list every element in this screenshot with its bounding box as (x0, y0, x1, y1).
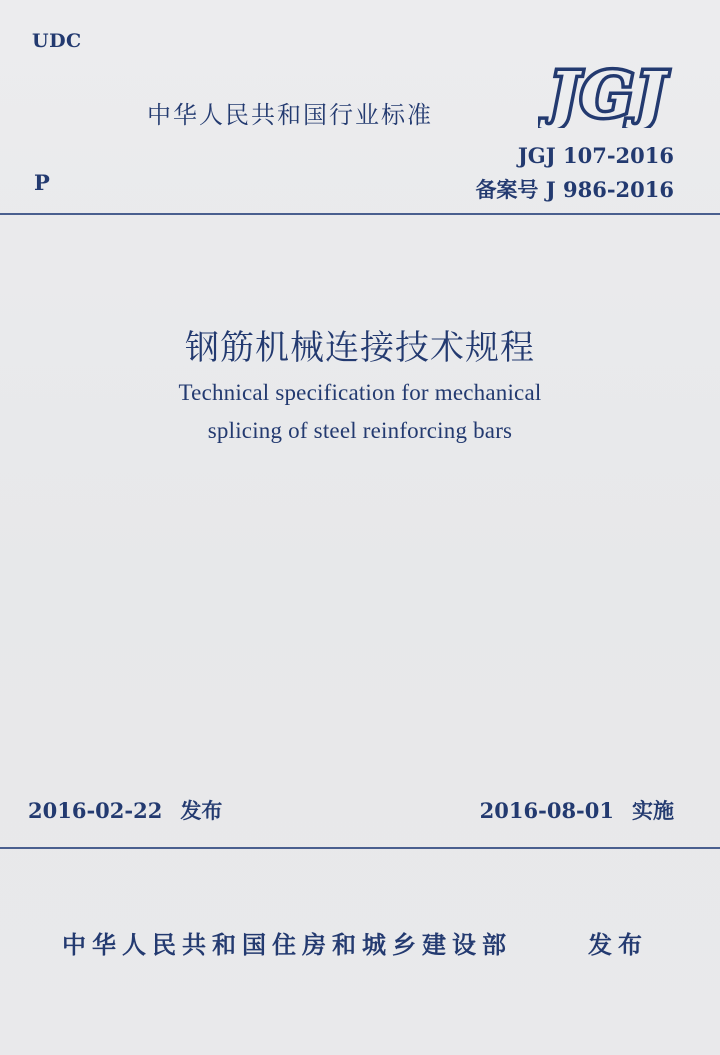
implement-label: 实施 (632, 799, 674, 823)
implement-date: 2016-08-01 (479, 798, 614, 823)
record-number: 备案号 J 986-2016 (475, 177, 674, 202)
svg-text:JGJ: JGJ (549, 58, 667, 128)
english-title-line-1: Technical specification for mechanical (178, 380, 542, 405)
standard-number: JGJ 107-2016 (517, 143, 674, 168)
chinese-title: 钢筋机械连接技术规程 (185, 328, 535, 368)
industry-standard-label: 中华人民共和国行业标准 (147, 101, 433, 129)
top-divider (0, 213, 720, 215)
issue-date-block (28, 795, 222, 825)
english-title-line-2: splicing of steel reinforcing bars (207, 418, 513, 443)
implement-date-block (480, 795, 674, 825)
udc-label: UDC (32, 30, 82, 52)
publisher-name: 中华人民共和国住房和城乡建设部 (62, 931, 512, 959)
bottom-divider (0, 847, 720, 849)
jgj-logo (538, 58, 678, 128)
category-code: P (34, 170, 50, 195)
issue-label: 发布 (180, 799, 223, 823)
publisher-action: 发布 (588, 931, 648, 959)
issue-date: 2016-02-22 (28, 798, 163, 823)
